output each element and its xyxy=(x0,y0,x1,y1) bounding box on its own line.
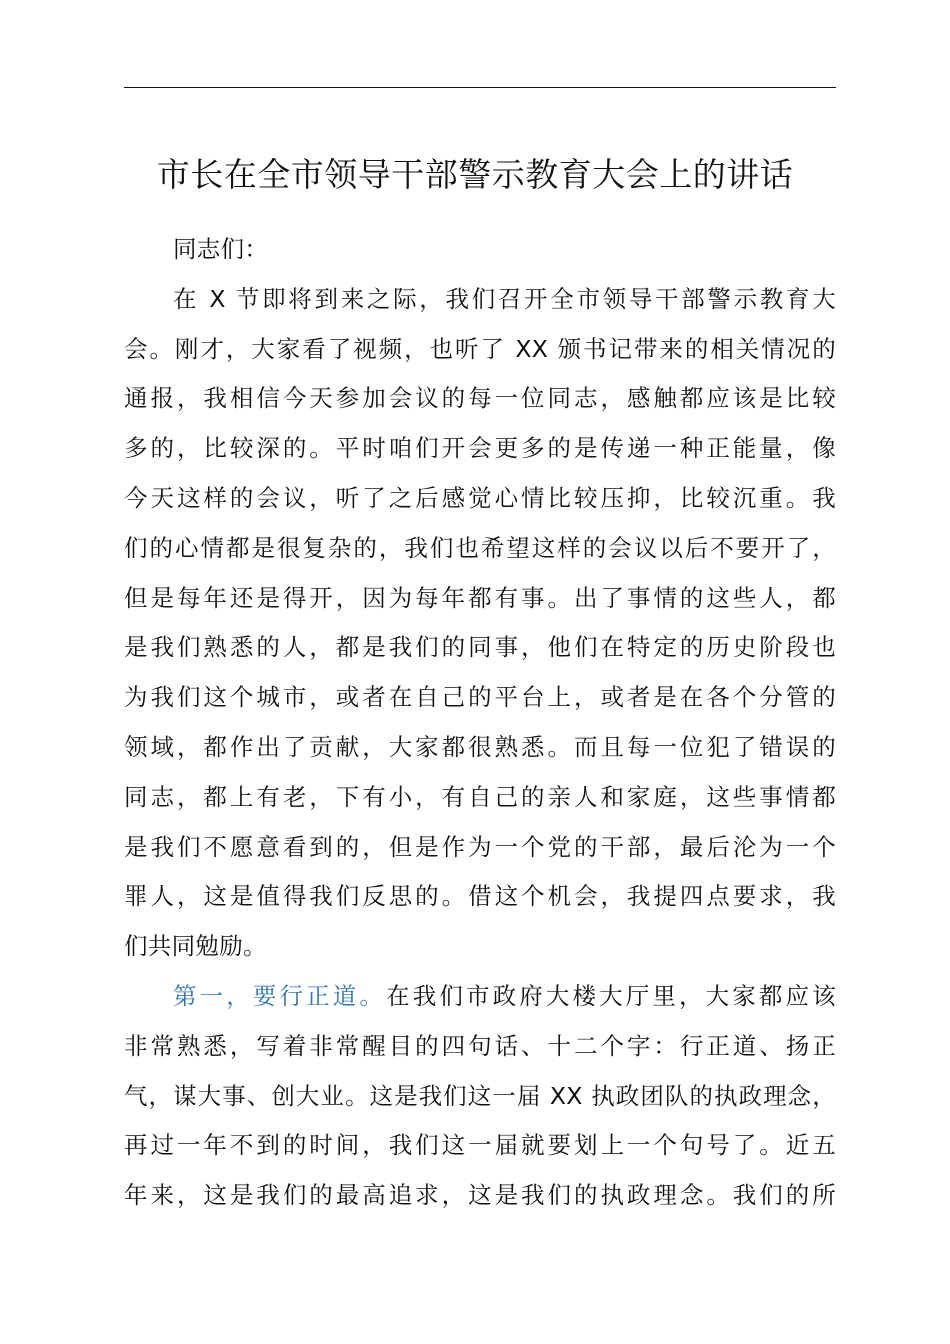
text-line: 是我们不愿意看到的，但是作为一个党的干部，最后沦为一个 xyxy=(124,832,836,861)
text-line: 年来，这是我们的最高追求，这是我们的执政理念。我们的所 xyxy=(124,1181,836,1210)
text-line: 是我们熟悉的人，都是我们的同事，他们在特定的历史阶段也 xyxy=(124,633,836,662)
header-rule xyxy=(124,87,836,88)
text-line: 们的心情都是很复杂的，我们也希望这样的会议以后不要开了， xyxy=(124,533,836,562)
text-line: 同志，都上有老，下有小，有自己的亲人和家庭，这些事情都 xyxy=(124,782,836,811)
point-1-first-line-text: 在我们市政府大楼大厅里，大家都应该 xyxy=(386,981,836,1010)
text-line: 多的，比较深的。平时咱们开会更多的是传递一种正能量，像 xyxy=(124,434,836,463)
text-line: 非常熟悉，写着非常醒目的四句话、十二个字：行正道、扬正 xyxy=(124,1031,836,1060)
text-line: 为我们这个城市，或者在自己的平台上，或者是在各个分管的 xyxy=(124,683,836,712)
text-line: 在 X 节即将到来之际，我们召开全市领导干部警示教育大 xyxy=(173,284,836,313)
text-line: 气，谋大事、创大业。这是我们这一届 XX 执政团队的执政理念， xyxy=(124,1081,836,1110)
point-1-heading: 第一，要行正道。 xyxy=(173,981,387,1010)
paragraph-point-1 xyxy=(124,972,836,1221)
text-line: 罪人，这是值得我们反思的。借这个机会，我提四点要求，我 xyxy=(124,882,836,911)
paragraph-1 xyxy=(124,275,836,972)
text-line: 们共同勉励。 xyxy=(124,932,267,961)
text-line: 但是每年还是得开，因为每年都有事。出了事情的这些人，都 xyxy=(124,583,836,612)
page-title: 市长在全市领导干部警示教育大会上的讲话 xyxy=(156,155,794,194)
text-line: 通报，我相信今天参加会议的每一位同志，感触都应该是比较 xyxy=(124,384,836,413)
text-line: 今天这样的会议，听了之后感觉心情比较压抑，比较沉重。我 xyxy=(124,483,836,512)
text-line: 会。刚才，大家看了视频，也听了 XX 颁书记带来的相关情况的 xyxy=(124,334,836,363)
text-line: 再过一年不到的时间，我们这一届就要划上一个句号了。近五 xyxy=(124,1131,836,1160)
salutation: 同志们： xyxy=(173,235,269,263)
speech-body xyxy=(124,225,836,1221)
point-1-first-line xyxy=(124,972,836,1022)
text-line: 领域，都作出了贡献，大家都很熟悉。而且每一位犯了错误的 xyxy=(124,732,836,761)
